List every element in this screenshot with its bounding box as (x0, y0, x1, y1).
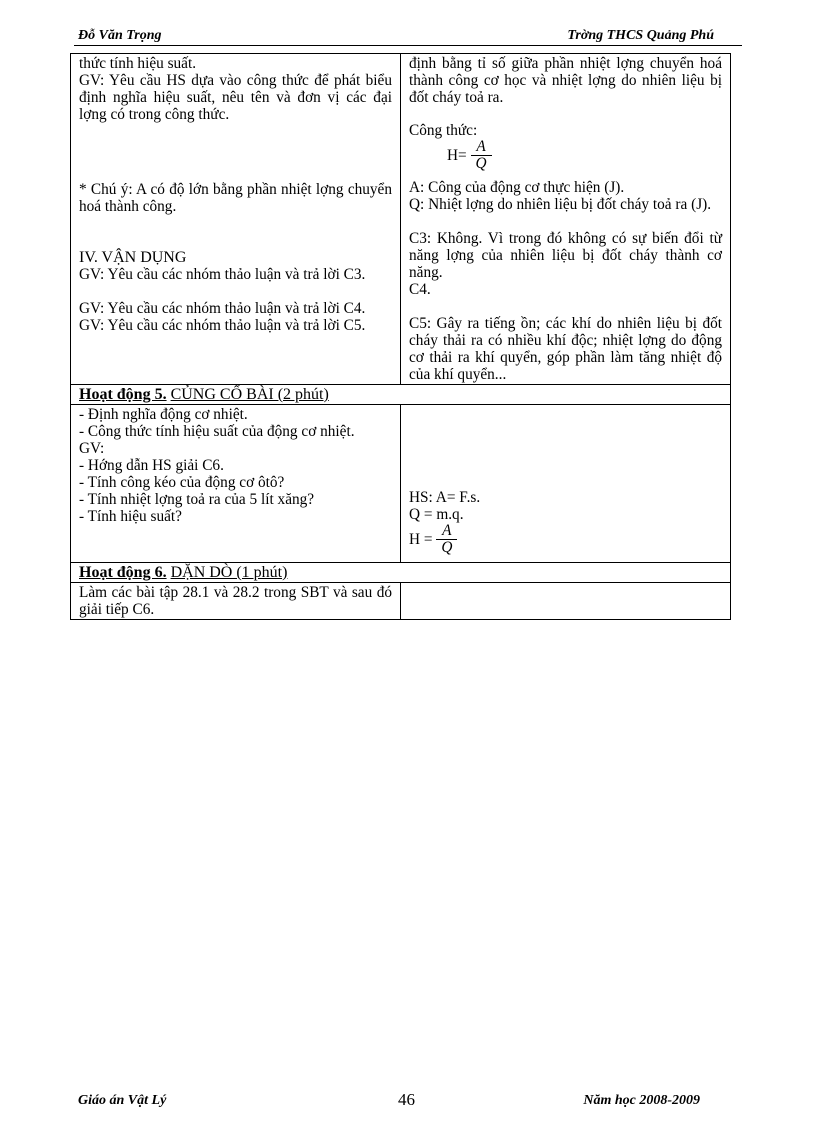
formula-efficiency (409, 139, 722, 179)
footer-subject: Giáo án Vật Lý (78, 1093, 167, 1108)
table-row (71, 583, 731, 620)
text-line: - Hớng dẫn HS giải C6. (79, 457, 224, 474)
header-school: Trờng THCS Quảng Phú (567, 28, 714, 43)
text-line: - Định nghĩa động cơ nhiệt. (79, 406, 248, 423)
page-footer (74, 1090, 724, 1110)
formula-h: H = (409, 531, 433, 548)
text-line: - Tính nhiệt lợng toả ra của 5 lít xăng? (79, 491, 315, 508)
formula-label: Công thức: (409, 122, 478, 139)
text-paragraph: GV: Yêu cầu các nhóm thảo luận và trả lời C4. (79, 300, 366, 317)
activity5-title: Hoạt động 5. (79, 386, 167, 403)
student-column (401, 54, 731, 385)
formula-efficiency (409, 523, 722, 561)
activity6-title: Hoạt động 6. (79, 564, 167, 581)
text-line: HS: A= F.s. (409, 489, 481, 506)
answer-c3: C3: Không. Vì trong đó không có sự biến đổi từ năng lợng của nhiên liệu bị đốt cháy thành cơ năng. (409, 230, 722, 281)
text-line: GV: (79, 440, 105, 457)
page-number: 46 (398, 1090, 415, 1109)
lesson-table (70, 53, 731, 620)
text-line: Q = m.q. (409, 506, 464, 523)
fraction-denominator: Q (441, 539, 453, 556)
fraction-numerator: A (436, 523, 457, 540)
note-paragraph: * Chú ý: A có độ lớn bằng phần nhiệt lợng chuyển hoá thành công. (79, 181, 392, 215)
teacher-column (71, 54, 401, 385)
teacher-column (71, 405, 401, 563)
text-paragraph: GV: Yêu cầu các nhóm thảo luận và trả lời C5. (79, 317, 366, 334)
header-author: Đỗ Văn Trọng (78, 28, 162, 43)
text-paragraph: GV: Yêu cầu các nhóm thảo luận và trả lời C3. (79, 266, 366, 283)
answer-c4: C4. (409, 281, 431, 298)
student-column (401, 405, 731, 563)
text-paragraph: Làm các bài tập 28.1 và 28.2 trong SBT và sau đó giải tiếp C6. (79, 584, 392, 618)
fraction-numerator: A (471, 139, 492, 156)
table-row (71, 385, 731, 405)
formula-h: H= (447, 147, 467, 164)
table-row (71, 405, 731, 563)
activity6-header (71, 563, 731, 583)
text-paragraph: - Công thức tính hiệu suất của động cơ nhiệt. (79, 423, 355, 440)
page-header (74, 27, 742, 46)
student-column (401, 583, 731, 620)
table-row (71, 563, 731, 583)
fraction (436, 523, 457, 556)
text-line: thức tính hiệu suất. (79, 55, 197, 72)
fraction (471, 139, 492, 172)
definition-q: Q: Nhiệt lợng do nhiên liệu bị đốt cháy toả ra (J). (409, 196, 712, 213)
fraction-denominator: Q (475, 155, 487, 172)
section-heading: IV. VẬN DỤNG (79, 249, 187, 266)
footer-school-year: Năm học 2008-2009 (583, 1093, 700, 1108)
table-row (71, 54, 731, 385)
activity5-header (71, 385, 731, 405)
answer-c5: C5: Gây ra tiếng ồn; các khí do nhiên liệu bị đốt cháy thải ra có nhiều khí độc; nhiệt lợng do động cơ thải ra khí quyển, góp phần làm tăng nhiệt độ của khí quyển... (409, 315, 722, 383)
text-paragraph: định bằng tỉ số giữa phần nhiệt lợng chuyển hoá thành công cơ học và nhiệt lợng do nhiên liệu bị đốt cháy toả ra. (409, 55, 722, 106)
definition-a: A: Công của động cơ thực hiện (J). (409, 179, 625, 196)
activity5-subtitle: CỦNG CỐ BÀI (2 phút) (170, 386, 329, 403)
text-line: - Tính hiệu suất? (79, 508, 182, 525)
teacher-column (71, 583, 401, 620)
text-line: - Tính công kéo của động cơ ôtô? (79, 474, 285, 491)
activity6-subtitle: DẶN DÒ (1 phút) (170, 564, 288, 581)
text-paragraph: GV: Yêu cầu HS dựa vào công thức để phát biểu định nghĩa hiệu suất, nêu tên và đơn vị các đại lợng có trong công thức. (79, 72, 392, 123)
